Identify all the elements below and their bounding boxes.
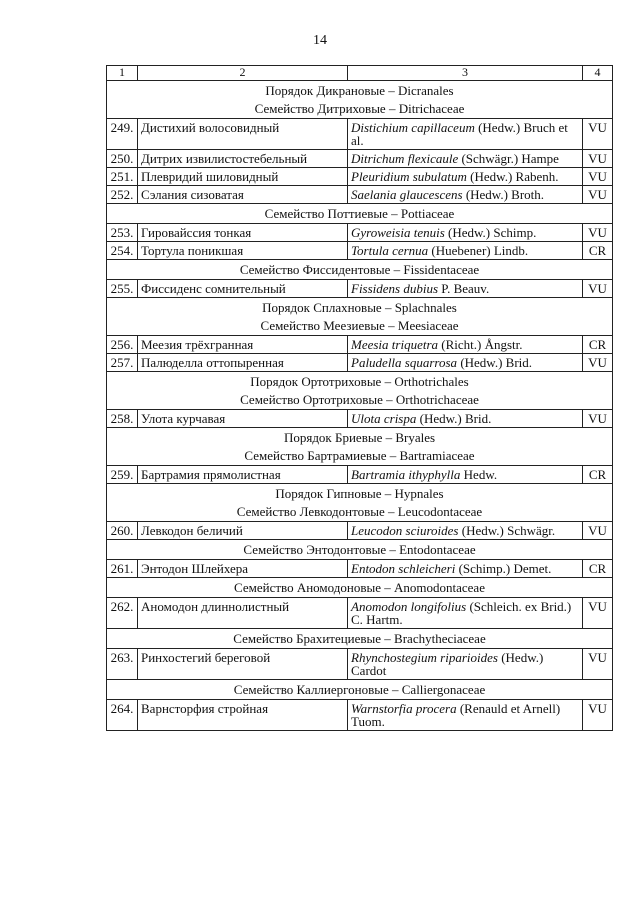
taxon-heading-line: Порядок Бриевые – Bryales: [283, 430, 436, 445]
taxon-group-heading: [107, 298, 613, 336]
latin-binomial: Entodon schleicheri: [351, 561, 456, 576]
latin-binomial: Ulota crispa: [351, 411, 417, 426]
taxon-group-row: [107, 484, 613, 522]
taxon-heading-line: Семейство Аномодоновые – Anomodontaceae: [234, 580, 485, 595]
column-number-2: 2: [138, 66, 348, 81]
species-number: 259.: [107, 466, 138, 484]
latin-author: (Schwägr.) Hampe: [458, 151, 559, 166]
latin-author: (Renauld et Arnell) Tuom.: [351, 701, 561, 729]
latin-author: (Huebener) Lindb.: [428, 243, 529, 258]
taxon-heading-line: Семейство Брахитециевые – Brachytheciaceae: [233, 631, 486, 646]
latin-name-cell: [348, 560, 583, 578]
taxon-heading-line: Семейство Фиссидентовые – Fissidentaceae: [239, 262, 480, 277]
latin-binomial: Tortula cernua: [351, 243, 429, 258]
latin-name-cell: [348, 224, 583, 242]
species-number: 249.: [107, 119, 138, 150]
latin-author: (Hedw.) Broth.: [462, 187, 545, 202]
latin-name-cell: [348, 649, 583, 680]
taxon-group-heading: [107, 204, 613, 224]
species-number: 263.: [107, 649, 138, 680]
taxon-heading-line: Семейство Меезиевые – Meesiaceae: [260, 318, 459, 333]
taxon-group-row: [107, 260, 613, 280]
taxon-group-heading: [107, 578, 613, 598]
russian-name: Дистихий волосовидный: [138, 119, 348, 150]
species-row: [107, 186, 613, 204]
threat-category: VU: [583, 522, 613, 540]
latin-author: (Hedw.) Cardot: [351, 650, 544, 678]
species-number: 253.: [107, 224, 138, 242]
taxon-group-row: [107, 81, 613, 119]
taxon-group-row: [107, 680, 613, 700]
taxon-group-heading: [107, 484, 613, 522]
latin-binomial: Fissidens dubius: [351, 281, 439, 296]
species-table-body: [107, 66, 613, 731]
russian-name: Тортула поникшая: [138, 242, 348, 260]
threat-category: VU: [583, 186, 613, 204]
taxon-heading-line: Семейство Энтодонтовые – Entodontaceae: [243, 542, 476, 557]
latin-binomial: Meesia triquetra: [351, 337, 439, 352]
threat-category: VU: [583, 354, 613, 372]
threat-category: CR: [583, 336, 613, 354]
latin-author: (Schleich. ex Brid.) C. Hartm.: [351, 599, 572, 627]
russian-name: Гировайссия тонкая: [138, 224, 348, 242]
latin-name-cell: [348, 410, 583, 428]
latin-name-cell: [348, 242, 583, 260]
species-number: 264.: [107, 700, 138, 731]
species-row: [107, 150, 613, 168]
species-row: [107, 649, 613, 680]
taxon-heading-line: Порядок Сплахновые – Splachnales: [262, 300, 457, 315]
species-table: [106, 65, 613, 731]
latin-name-cell: [348, 280, 583, 298]
latin-name-cell: [348, 150, 583, 168]
latin-binomial: Warnstorfia procera: [351, 701, 457, 716]
species-number: 260.: [107, 522, 138, 540]
threat-category: CR: [583, 466, 613, 484]
russian-name: Меезия трёхгранная: [138, 336, 348, 354]
page-number: 14: [313, 33, 327, 48]
taxon-heading-line: Семейство Дитриховые – Ditrichaceae: [254, 101, 465, 116]
latin-name-cell: [348, 598, 583, 629]
threat-category: VU: [583, 224, 613, 242]
threat-category: VU: [583, 598, 613, 629]
taxon-heading-line: Порядок Гипновые – Hypnales: [275, 486, 444, 501]
species-number: 257.: [107, 354, 138, 372]
taxon-group-row: [107, 372, 613, 410]
threat-category: CR: [583, 560, 613, 578]
species-number: 255.: [107, 280, 138, 298]
species-number: 262.: [107, 598, 138, 629]
russian-name: Энтодон Шлейхера: [138, 560, 348, 578]
latin-author: (Hedw.) Schimp.: [444, 225, 537, 240]
species-row: [107, 336, 613, 354]
species-row: [107, 598, 613, 629]
latin-name-cell: [348, 186, 583, 204]
taxon-group-row: [107, 298, 613, 336]
russian-name: Палюделла оттопыренная: [138, 354, 348, 372]
species-number: 252.: [107, 186, 138, 204]
taxon-heading-line: Семейство Поттиевые – Pottiaceae: [264, 206, 455, 221]
latin-name-cell: [348, 522, 583, 540]
russian-name: Плевридий шиловидный: [138, 168, 348, 186]
column-number-4: 4: [583, 66, 613, 81]
russian-name: Варнсторфия стройная: [138, 700, 348, 731]
russian-name: Ринхостегий береговой: [138, 649, 348, 680]
latin-name-cell: [348, 168, 583, 186]
latin-name-cell: [348, 700, 583, 731]
latin-author: (Hedw.) Rabenh.: [466, 169, 559, 184]
latin-author: (Hedw.) Bruch et al.: [351, 120, 568, 148]
latin-author: P. Beauv.: [438, 281, 490, 296]
russian-name: Бартрамия прямолистная: [138, 466, 348, 484]
taxon-group-row: [107, 428, 613, 466]
taxon-group-row: [107, 540, 613, 560]
taxon-heading-line: Семейство Бартрамиевые – Bartramiaceae: [244, 448, 475, 463]
latin-name-cell: [348, 336, 583, 354]
taxon-heading-line: Семейство Каллиергоновые – Calliergonaceae: [233, 682, 486, 697]
latin-name-cell: [348, 466, 583, 484]
species-row: [107, 560, 613, 578]
taxon-group-row: [107, 204, 613, 224]
species-number: 251.: [107, 168, 138, 186]
latin-author: (Richt.) Ångstr.: [438, 337, 523, 352]
column-number-1: 1: [107, 66, 138, 81]
species-number: 256.: [107, 336, 138, 354]
taxon-group-row: [107, 578, 613, 598]
latin-binomial: Distichium capillaceum: [351, 120, 475, 135]
taxon-group-heading: [107, 428, 613, 466]
taxon-group-heading: [107, 629, 613, 649]
species-row: [107, 224, 613, 242]
threat-category: VU: [583, 410, 613, 428]
taxon-group-heading: [107, 680, 613, 700]
taxon-group-heading: [107, 81, 613, 119]
species-row: [107, 522, 613, 540]
threat-category: VU: [583, 150, 613, 168]
column-number-3: 3: [348, 66, 583, 81]
taxon-group-heading: [107, 372, 613, 410]
column-number-row: [107, 66, 613, 81]
russian-name: Фиссиденс сомнительный: [138, 280, 348, 298]
russian-name: Дитрих извилистостебельный: [138, 150, 348, 168]
taxon-group-heading: [107, 540, 613, 560]
latin-author: (Hedw.) Brid.: [416, 411, 492, 426]
threat-category: CR: [583, 242, 613, 260]
taxon-heading-line: Порядок Дикрановые – Dicranales: [265, 83, 454, 98]
latin-author: Hedw.: [460, 467, 498, 482]
latin-binomial: Saelania glaucescens: [351, 187, 463, 202]
latin-author: (Hedw.) Schwägr.: [458, 523, 556, 538]
russian-name: Аномодон длиннолистный: [138, 598, 348, 629]
species-number: 258.: [107, 410, 138, 428]
russian-name: Левкодон беличий: [138, 522, 348, 540]
latin-name-cell: [348, 119, 583, 150]
latin-binomial: Leucodon sciuroides: [351, 523, 459, 538]
species-number: 254.: [107, 242, 138, 260]
species-number: 261.: [107, 560, 138, 578]
taxon-heading-line: Семейство Левкодонтовые – Leucodontaceae: [236, 504, 483, 519]
threat-category: VU: [583, 649, 613, 680]
species-row: [107, 119, 613, 150]
taxon-group-row: [107, 629, 613, 649]
russian-name: Сэлания сизоватая: [138, 186, 348, 204]
latin-binomial: Paludella squarrosa: [351, 355, 458, 370]
threat-category: VU: [583, 700, 613, 731]
latin-binomial: Bartramia ithyphylla: [351, 467, 461, 482]
species-row: [107, 280, 613, 298]
threat-category: VU: [583, 280, 613, 298]
threat-category: VU: [583, 119, 613, 150]
latin-binomial: Gyroweisia tenuis: [351, 225, 445, 240]
species-row: [107, 466, 613, 484]
species-row: [107, 410, 613, 428]
latin-author: (Schimp.) Demet.: [455, 561, 552, 576]
taxon-heading-line: Порядок Ортотриховые – Orthotrichales: [250, 374, 469, 389]
species-row: [107, 354, 613, 372]
latin-binomial: Rhynchostegium riparioides: [351, 650, 498, 665]
latin-binomial: Ditrichum flexicaule: [351, 151, 459, 166]
latin-author: (Hedw.) Brid.: [457, 355, 533, 370]
taxon-heading-line: Семейство Ортотриховые – Orthotrichaceae: [240, 392, 479, 407]
latin-binomial: Pleuridium subulatum: [351, 169, 467, 184]
latin-binomial: Anomodon longifolius: [351, 599, 467, 614]
threat-category: VU: [583, 168, 613, 186]
latin-name-cell: [348, 354, 583, 372]
species-row: [107, 242, 613, 260]
russian-name: Улота курчавая: [138, 410, 348, 428]
species-row: [107, 700, 613, 731]
species-row: [107, 168, 613, 186]
taxon-group-heading: [107, 260, 613, 280]
species-number: 250.: [107, 150, 138, 168]
